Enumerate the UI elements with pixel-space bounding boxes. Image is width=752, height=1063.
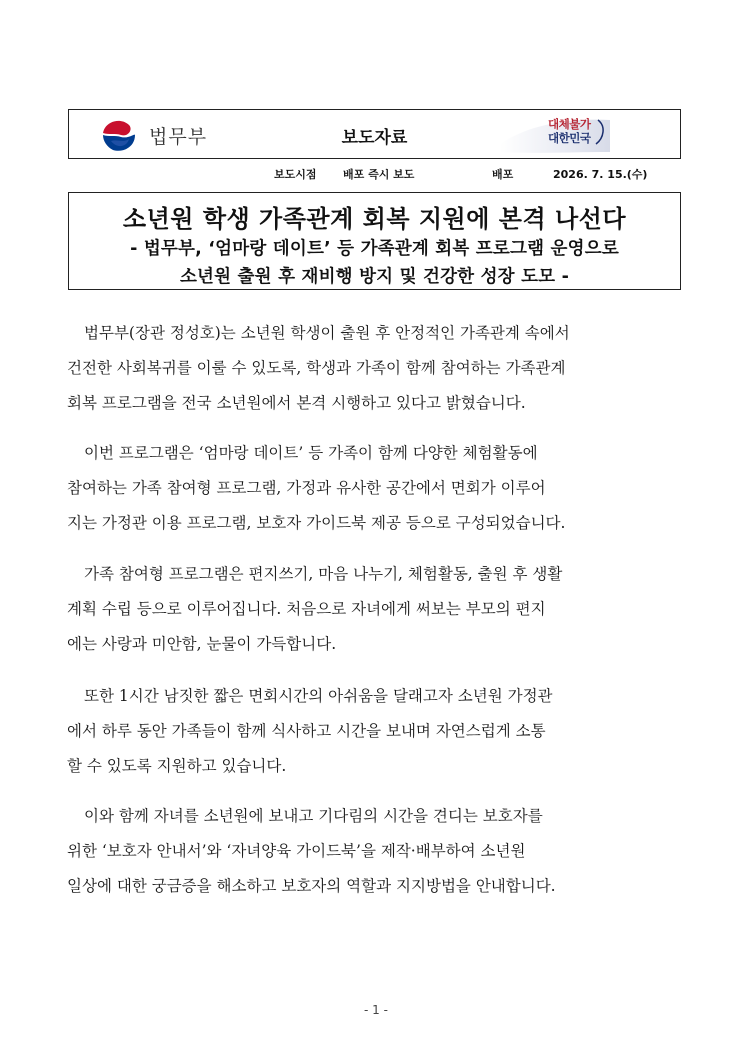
release-date-value: 2026. 7. 15.(수) [553, 168, 648, 181]
paragraph-line: 계획 수립 등으로 이루어집니다. 처음으로 자녀에게 써보는 부모의 편지 [67, 600, 546, 618]
paragraph-line: 건전한 사회복귀를 이룰 수 있도록, 학생과 가족이 함께 참여하는 가족관계 [67, 359, 566, 377]
release-time-value: 배포 즉시 보도 [343, 168, 415, 181]
paragraph-line: 일상에 대한 궁금증을 해소하고 보호자의 역할과 지지방법을 안내합니다. [67, 877, 556, 895]
paragraph-line: 에는 사랑과 미안함, 눈물이 가득합니다. [67, 635, 337, 653]
document-type: 보도자료 [341, 128, 408, 148]
headline-subtitle-line2: 소년원 출원 후 재비행 방지 및 건강한 성장 도모 - [179, 267, 570, 287]
paragraph-line: 위한 ‘보호자 안내서’와 ‘자녀양육 가이드북’을 제작·배부하여 소년원 [67, 842, 526, 860]
release-time-label: 보도시점 [274, 168, 317, 181]
paragraph-line: 이와 함께 자녀를 소년원에 보내고 기다림의 시간을 견디는 보호자를 [84, 807, 543, 825]
paragraph-line: 이번 프로그램은 ‘엄마랑 데이트’ 등 가족이 함께 다양한 체험활동에 [84, 444, 538, 462]
paragraph-line: 참여하는 가족 참여형 프로그램, 가정과 유사한 공간에서 면회가 이루어 [67, 479, 546, 497]
slogan-line2: 대한민국 [548, 131, 591, 145]
paragraph-line: 에서 하루 동안 가족들이 함께 식사하고 시간을 보내며 자연스럽게 소통 [67, 722, 546, 740]
ministry-name: 법무부 [149, 125, 208, 148]
headline-subtitle-line1: - 법무부, ‘엄마랑 데이트’ 등 가족관계 회복 프로그램 운영으로 [130, 239, 619, 259]
headline-title: 소년원 학생 가족관계 회복 지원에 본격 나선다 [122, 205, 627, 233]
headline-box [68, 192, 681, 290]
press-release-header [68, 109, 681, 159]
paragraph-line: 가족 참여형 프로그램은 편지쓰기, 마음 나누기, 체험활동, 출원 후 생활 [84, 565, 563, 583]
government-slogan-logo [500, 114, 610, 154]
slogan-text [548, 117, 608, 145]
paragraph-line: 회복 프로그램을 전국 소년원에서 본격 시행하고 있다고 밝혔습니다. [67, 394, 526, 412]
paragraph-line: 또한 1시간 남짓한 짧은 면회시간의 아쉬움을 달래고자 소년원 가정관 [84, 687, 553, 705]
page-number: - 1 - [364, 1003, 388, 1017]
paragraph-line: 법무부(장관 정성호)는 소년원 학생이 출원 후 안정적인 가족관계 속에서 [84, 324, 570, 342]
paragraph-line: 지는 가정관 이용 프로그램, 보호자 가이드북 제공 등으로 구성되었습니다. [67, 514, 566, 532]
release-date-label: 배포 [492, 168, 514, 181]
slogan-line1: 대체불가 [548, 117, 591, 131]
paragraph-line: 할 수 있도록 지원하고 있습니다. [67, 757, 287, 775]
release-info [0, 166, 752, 182]
